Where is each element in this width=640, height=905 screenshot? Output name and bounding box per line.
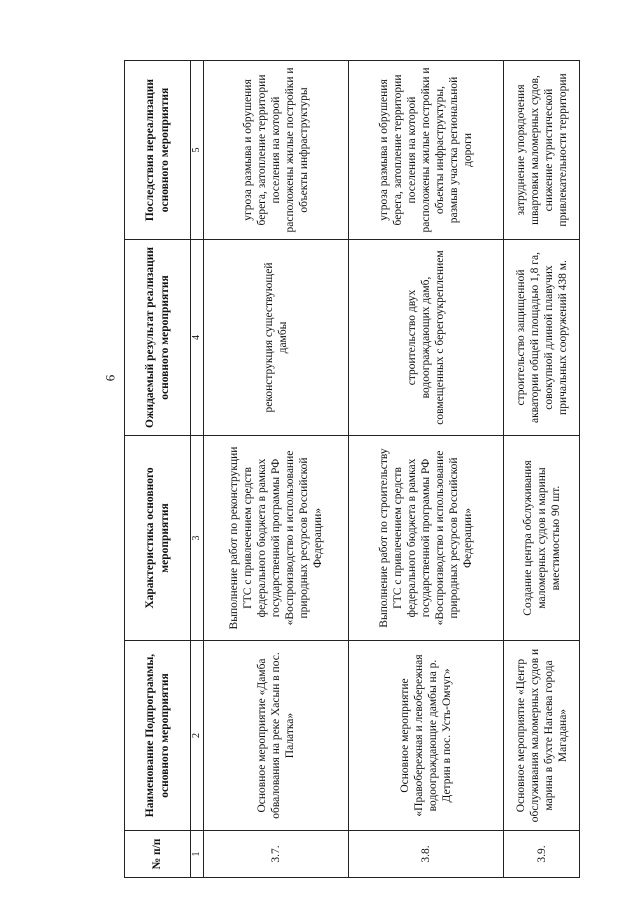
- row-result: реконструкция существующей дамбы: [204, 240, 349, 436]
- row-name: Основное мероприятие «Правобережная и левобережная водоограждающие дамбы на р. Детрин в пос. Усть-Омчуг»: [349, 641, 504, 831]
- row-number: 3.9.: [504, 831, 580, 878]
- column-number: 1: [191, 831, 204, 878]
- page-number: 6: [102, 374, 118, 382]
- row-number: 3.8.: [349, 831, 504, 878]
- row-result: строительство двух водоограждающих дамб, совмещенных с берегоукреплением: [349, 240, 504, 436]
- header-number: № п/п: [125, 831, 191, 878]
- row-name: Основное мероприятие «Дамба обвалования на реке Хасын в пос. Палатка»: [204, 641, 349, 831]
- row-characteristic: Создание центра обслуживания маломерных судов и марины вместимостью 90 шт.: [504, 436, 580, 641]
- row-characteristic: Выполнение работ по реконструкции ГТС с привлечением средств федерального бюджета в рамках государственной программы РФ «Воспроизводство и использование природных ресурсов Российской Федерации»: [204, 436, 349, 641]
- header-result: Ожидаемый результат реализации основного мероприятия: [125, 240, 191, 436]
- row-name: Основное мероприятие «Центр обслуживания маломерных судов и марина в бухте Нагаева города Магадана»: [504, 641, 580, 831]
- table-row: [349, 61, 504, 878]
- measures-table: [124, 60, 580, 878]
- column-number: 2: [191, 641, 204, 831]
- header-consequence: Последствия нереализации основного мероприятия: [125, 61, 191, 240]
- row-consequence: затруднение упорядочения швартовки маломерных судов, снижение туристической привлекательности территории: [504, 61, 580, 240]
- rotated-table-container: [124, 61, 579, 878]
- header-name: Наименование Подпрограммы, основного мероприятия: [125, 641, 191, 831]
- column-number: 5: [191, 61, 204, 240]
- row-characteristic: Выполнение работ по строительству ГТС с привлечением средств федерального бюджета в рамках государственной программы РФ «Воспроизводство и использование природных ресурсов Российской Федерации»: [349, 436, 504, 641]
- row-result: строительство защищенной акватории общей площадью 1,8 га, совокупной длиной плавучих причальных сооружений 438 м.: [504, 240, 580, 436]
- row-number: 3.7.: [204, 831, 349, 878]
- column-number-row: [191, 61, 204, 878]
- header-characteristic: Характеристика основного мероприятия: [125, 436, 191, 641]
- table-header-row: [125, 61, 191, 878]
- column-number: 4: [191, 240, 204, 436]
- table-row: [204, 61, 349, 878]
- row-consequence: угроза размыва и обрушения берега, затопление территории поселения на которой расположены жилые постройки и объекты инфраструктуры, размыв участка региональной дороги: [349, 61, 504, 240]
- table-row: [504, 61, 580, 878]
- row-consequence: угроза размыва и обрушения берега, затопление территории поселения на которой расположены жилые постройки и объекты инфраструктуры: [204, 61, 349, 240]
- column-number: 3: [191, 436, 204, 641]
